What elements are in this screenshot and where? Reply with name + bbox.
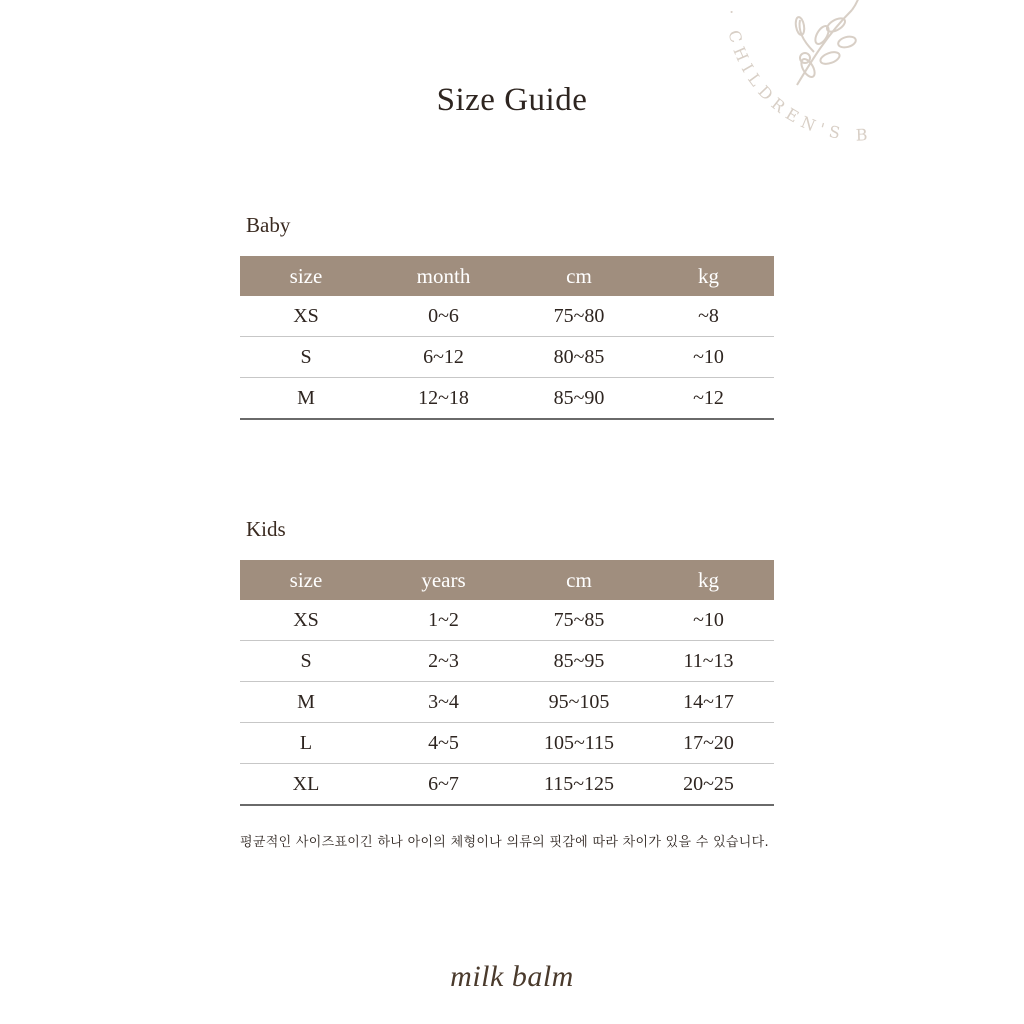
fit-disclaimer-note: 평균적인 사이즈표이긴 하나 아이의 체형이나 의류의 핏감에 따라 차이가 있을 수 있습니다. — [240, 835, 769, 850]
column-header-size: size — [240, 256, 372, 296]
table-cell: L — [240, 723, 372, 764]
table-cell: S — [240, 641, 372, 682]
table-row — [240, 296, 774, 337]
table-cell: 6~12 — [372, 337, 515, 378]
table-row — [240, 337, 774, 378]
table-cell: 11~13 — [643, 641, 774, 682]
table-row — [240, 723, 774, 764]
table-cell: M — [240, 682, 372, 723]
table-cell: 115~125 — [515, 764, 643, 806]
table-cell: 80~85 — [515, 337, 643, 378]
table-cell: ~12 — [643, 378, 774, 420]
brand-logo: milk balm — [450, 960, 574, 993]
column-header-cm: cm — [515, 560, 643, 600]
page-title: Size Guide — [436, 82, 588, 118]
table-cell: ~10 — [643, 600, 774, 641]
table-row — [240, 600, 774, 641]
table-cell: 105~115 — [515, 723, 643, 764]
baby-size-table — [240, 256, 774, 420]
table-cell: 6~7 — [372, 764, 515, 806]
table-cell: 75~80 — [515, 296, 643, 337]
column-header-kg: kg — [643, 256, 774, 296]
table-cell: 85~90 — [515, 378, 643, 420]
table-cell: S — [240, 337, 372, 378]
column-header-size: size — [240, 560, 372, 600]
table-cell: 95~105 — [515, 682, 643, 723]
table-header-row — [240, 560, 774, 600]
table-cell: XS — [240, 600, 372, 641]
column-header-cm: cm — [515, 256, 643, 296]
leaf-branch-icon — [794, 0, 862, 85]
brand-seal-decoration — [702, 0, 902, 180]
table-cell: XS — [240, 296, 372, 337]
table-cell: ~10 — [643, 337, 774, 378]
table-cell: ~8 — [643, 296, 774, 337]
table-cell: 20~25 — [643, 764, 774, 806]
baby-section-label: Baby — [246, 213, 291, 237]
column-header-month: month — [372, 256, 515, 296]
table-row — [240, 764, 774, 806]
table-header-row — [240, 256, 774, 296]
table-cell: 85~95 — [515, 641, 643, 682]
kids-section-label: Kids — [246, 517, 286, 541]
table-cell: M — [240, 378, 372, 420]
table-cell: 2~3 — [372, 641, 515, 682]
table-cell: 3~4 — [372, 682, 515, 723]
seal-text: · CHILDREN'S B — [721, 8, 875, 145]
table-cell: 17~20 — [643, 723, 774, 764]
svg-text:· CHILDREN'S BO — [702, 0, 874, 145]
column-header-kg: kg — [643, 560, 774, 600]
table-cell: XL — [240, 764, 372, 806]
table-cell: 0~6 — [372, 296, 515, 337]
table-cell: 75~85 — [515, 600, 643, 641]
kids-size-table — [240, 560, 774, 806]
table-row — [240, 682, 774, 723]
table-row — [240, 378, 774, 420]
table-cell: 1~2 — [372, 600, 515, 641]
table-cell: 14~17 — [643, 682, 774, 723]
table-cell: 4~5 — [372, 723, 515, 764]
table-cell: 12~18 — [372, 378, 515, 420]
column-header-years: years — [372, 560, 515, 600]
table-row — [240, 641, 774, 682]
